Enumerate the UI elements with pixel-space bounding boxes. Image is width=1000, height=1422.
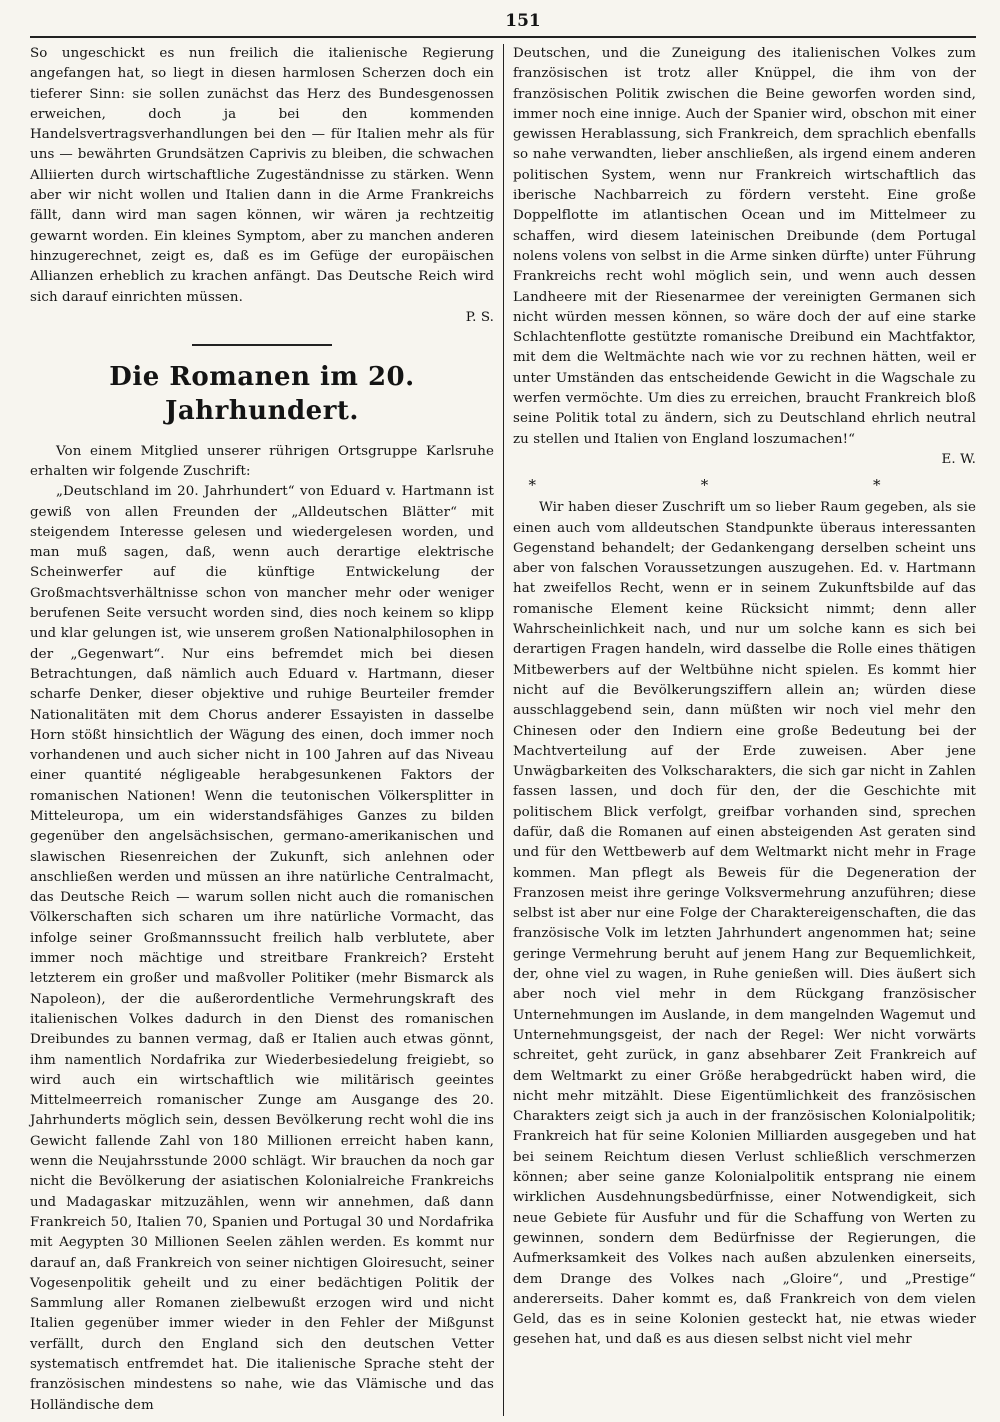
article-headline: Die Romanen im 20. Jahrhundert. — [109, 361, 415, 426]
right-column — [503, 44, 976, 1416]
right-signature: E. W. — [941, 451, 976, 467]
section-divider — [192, 344, 332, 346]
left-signature: P. S. — [465, 309, 494, 325]
left-paragraph-1: So ungeschickt es nun freilich die italienische Regierung angefangen hat, so liegt in diesen harmlosen Scherzen doch ein tieferer Sinn: sie sollen zunächst das Herz des Bundesgenossen erweichen, doch ja bei den kommenden Handelsvertragsverhandlungen bei den — für Italien mehr als für uns — bewährten Grundsätzen Caprivis zu bleiben, die schwachen Alliierten durch wirtschaftliche Zugeständnisse zu stärken. Wenn aber wir nicht wollen und Italien dann in die Arme Frankreichs fällt, dann wird man sagen können, wir wären ja rechtzeitig gewarnt worden. Ein kleines Symptom, aber zu manchen anderen hinzugerechnet, zeigt es, daß es im Gefüge der europäischen Allianzen erheblich zu krachen anfängt. Das Deutsche Reich wird sich darauf einrichten müssen. — [30, 46, 494, 305]
page-number: 151 — [505, 11, 541, 31]
header-rule — [30, 36, 976, 38]
left-paragraph-2: Von einem Mitglied unserer rührigen Ortsgruppe Karlsruhe erhalten wir folgende Zuschrift: — [30, 443, 494, 479]
article-columns — [30, 44, 976, 1416]
right-paragraph-1: Deutschen, und die Zuneigung des italienischen Volkes zum französischen ist trotz aller Knüppel, die ihm von der französischen Politik zwischen die Beine geworfen worden sind, immer noch eine innige. Auch der Spanier wird, obschon mit einer gewissen Herablassung, sich Frankreich, dem sprachlich ebenfalls so nahe verwandten, lieber anschließen, als irgend einem anderen politischen System, wenn nur Frankreich wirtschaftlich das iberische Nachbarreich zu fördern versteht. Eine große Doppelflotte im atlantischen Ocean und im Mittelmeer zu schaffen, wird diesem lateinischen Dreibunde (dem Portugal nolens volens von selbst in die Arme sinken dürfte) unter Führung Frankreichs recht wohl möglich sein, und wenn auch dessen Landheere mit der Riesenarmee der vereinigten Germanen sich nicht würden messen können, so wäre doch der auf eine starke Schlachtenflotte gestützte romanische Dreibund ein Machtfaktor, mit dem die Weltmächte nach wie vor zu rechnen hätten, weil er unter Umständen das entscheidende Gewicht in die Wagschale zu werfen vermöchte. Um dies zu erreichen, braucht Frankreich bloß seine Politik total zu ändern, sich zu Deutschland ehrlich neutral zu stellen und Italien von England loszumachen!“ — [513, 46, 976, 447]
left-column — [30, 44, 503, 1416]
right-paragraph-2: Wir haben dieser Zuschrift um so lieber Raum gegeben, als sie einen auch vom alldeutschen Standpunkte überaus interessanten Gegenstand behandelt; der Gedankengang derselben scheint uns aber von falschen Voraussetzungen auszugehen. Ed. v. Hartmann hat zweifellos Recht, wenn er in seinem Zukunftsbilde auf das romanische Element keine Rücksicht nimmt; denn aller Wahrscheinlichkeit nach, und nur um solche kann es sich bei derartigen Fragen handeln, wird dasselbe die Rolle eines thätigen Mitbewerbers auf der Weltbühne nicht spielen. Es kommt hier nicht auf die Bevölkerungsziffern allein an; würden diese ausschlaggebend sein, dann müßten wir noch viel mehr den Chinesen oder den Indiern eine große Bedeutung bei der Machtverteilung auf der Erde zuweisen. Aber jene Unwägbarkeiten des Volkscharakters, die sich gar nicht in Zahlen fassen lassen, und doch für den, der die Geschichte mit politischem Blick verfolgt, greifbar vorhanden sind, sprechen dafür, daß die Romanen auf einen absteigenden Ast geraten sind und für den Wettbewerb auf dem Weltmarkt nicht mehr in Frage kommen. Man pflegt als Beweis für die Degeneration der Franzosen meist ihre geringe Volksvermehrung anzuführen; diese selbst ist aber nur eine Folge der Charaktereigenschaften, die das französische Volk im letzten Jahrhundert angenommen hat; seine geringe Vermehrung beruht auf jenem Hang zur Bequemlichkeit, der, ohne viel zu wagen, in Ruhe genießen will. Dies äußert sich aber noch viel mehr in dem Rückgang französischer Unternehmungen im Auslande, in dem mangelnden Wagemut und Unternehmungsgeist, der nach der Regel: Wer nicht vorwärts schreitet, geht zurück, in ganz absehbarer Zeit Frankreich auf dem Weltmarkt zu einer Größe herabgedrückt haben wird, die nicht mehr mitzählt. Diese Eigentümlichkeit des französischen Charakters zeigt sich ja auch in der französischen Kolonialpolitik; Frankreich hat für seine Kolonien Milliarden ausgegeben und hat bei seinem Reichtum diesen Verlust schließlich verschmerzen können; aber seine ganze Kolonialpolitik entsprang nie einem wirklichen Ausdehnungsbedürfnisse, einer Notwendigkeit, sich neue Gebiete für Ausfuhr und für die Schaffung von Werten zu gewinnen, sondern dem Bedürfnisse der Regierungen, die Aufmerksamkeit des Volkes nach außen abzulenken einerseits, dem Drange des Volkes nach „Gloire“, und „Prestige“ andererseits. Daher kommt es, daß Frankreich von dem vielen Geld, das es in seine Kolonien gesteckt hat, nie etwas wieder gesehen hat, und daß es aus diesen selbst nicht viel mehr — [513, 500, 976, 1348]
asterisk-separator: * * * — [528, 476, 961, 495]
left-paragraph-3: „Deutschland im 20. Jahrhundert“ von Eduard v. Hartmann ist gewiß von allen Freunden der „Alldeutschen Blätter“ mit steigendem Interesse gelesen und wiedergelesen worden, und man muß sagen, daß, wenn auch derartige elektrische Scheinwerfer auf die künftige Entwickelung der Großmachtsverhältnisse schon von mancher mehr oder weniger berufenen Seite versucht worden sind, dies noch keinem so klipp und klar gelungen ist, wie unserem großen Nationalphilosophen in der „Gegenwart“. Nur eins befremdet mich bei diesen Betrachtungen, daß nämlich auch Eduard v. Hartmann, dieser scharfe Denker, dieser objektive und ruhige Beurteiler fremder Nationalitäten mit dem Chorus anderer Essayisten in dasselbe Horn stößt hinsichtlich der Wägung des einen, doch immer noch vorhandenen und auch sicher nicht in 100 Jahren auf das Niveau einer quantité négligeable herabgesunkenen Faktors der romanischen Nationen! Wenn die teutonischen Völkersplitter in Mitteleuropa, um ein widerstandsfähiges Ganzes zu bilden gegenüber den angelsächsischen, germano-amerikanischen und slawischen Riesenreichen der Zukunft, sich anlehnen oder anschließen werden und müssen an ihre natürliche Centralmacht, das Deutsche Reich — warum sollen nicht auch die romanischen Völkerschaften sich scharen um ihre natürliche Vormacht, das infolge seiner Großmannssucht freilich halb verblutete, aber immer noch mächtige und streitbare Frankreich? Ersteht letzterem ein großer und maßvoller Politiker (mehr Bismarck als Napoleon), der die außerordentliche Vermehrungskraft des italienischen Volkes dadurch in den Dienst des romanischen Dreibundes zu bannen vermag, daß er Italien auch etwas gönnt, ihm namentlich Nordafrika zur Wiederbesiedelung freigiebt, so wird auch ein wirtschaftlich wie militärisch geeintes Mittelmeerreich romanischer Zunge am Ausgange des 20. Jahrhunderts möglich sein, dessen Bevölkerung recht wohl die ins Gewicht fallende Zahl von 180 Millionen erreicht haben kann, wenn die Neujahrsstunde 2000 schlägt. Wir brauchen da noch gar nicht die Bevölkerung der asiatischen Kolonialreiche Frankreichs und Madagaskar mitzuzählen, wenn wir annehmen, daß dann Frankreich 50, Italien 70, Spanien und Portugal 30 und Nordafrika mit Aegypten 30 Millionen Seelen zählen werden. Es kommt nur darauf an, daß Frankreich von seiner nichtigen Gloiresucht, seiner Vogesenpolitik geheilt und zu einer bedächtigen Politik der Sammlung aller Romanen zielbewußt erzogen wird und nicht Italien gegenüber immer wieder in den Fehler der Mißgunst verfällt, durch den England sich den deutschen Vetter systematisch entfremdet hat. Die italienische Sprache steht der französischen mindestens so nahe, wie das Vlämische und das Holländische dem — [30, 484, 494, 1413]
